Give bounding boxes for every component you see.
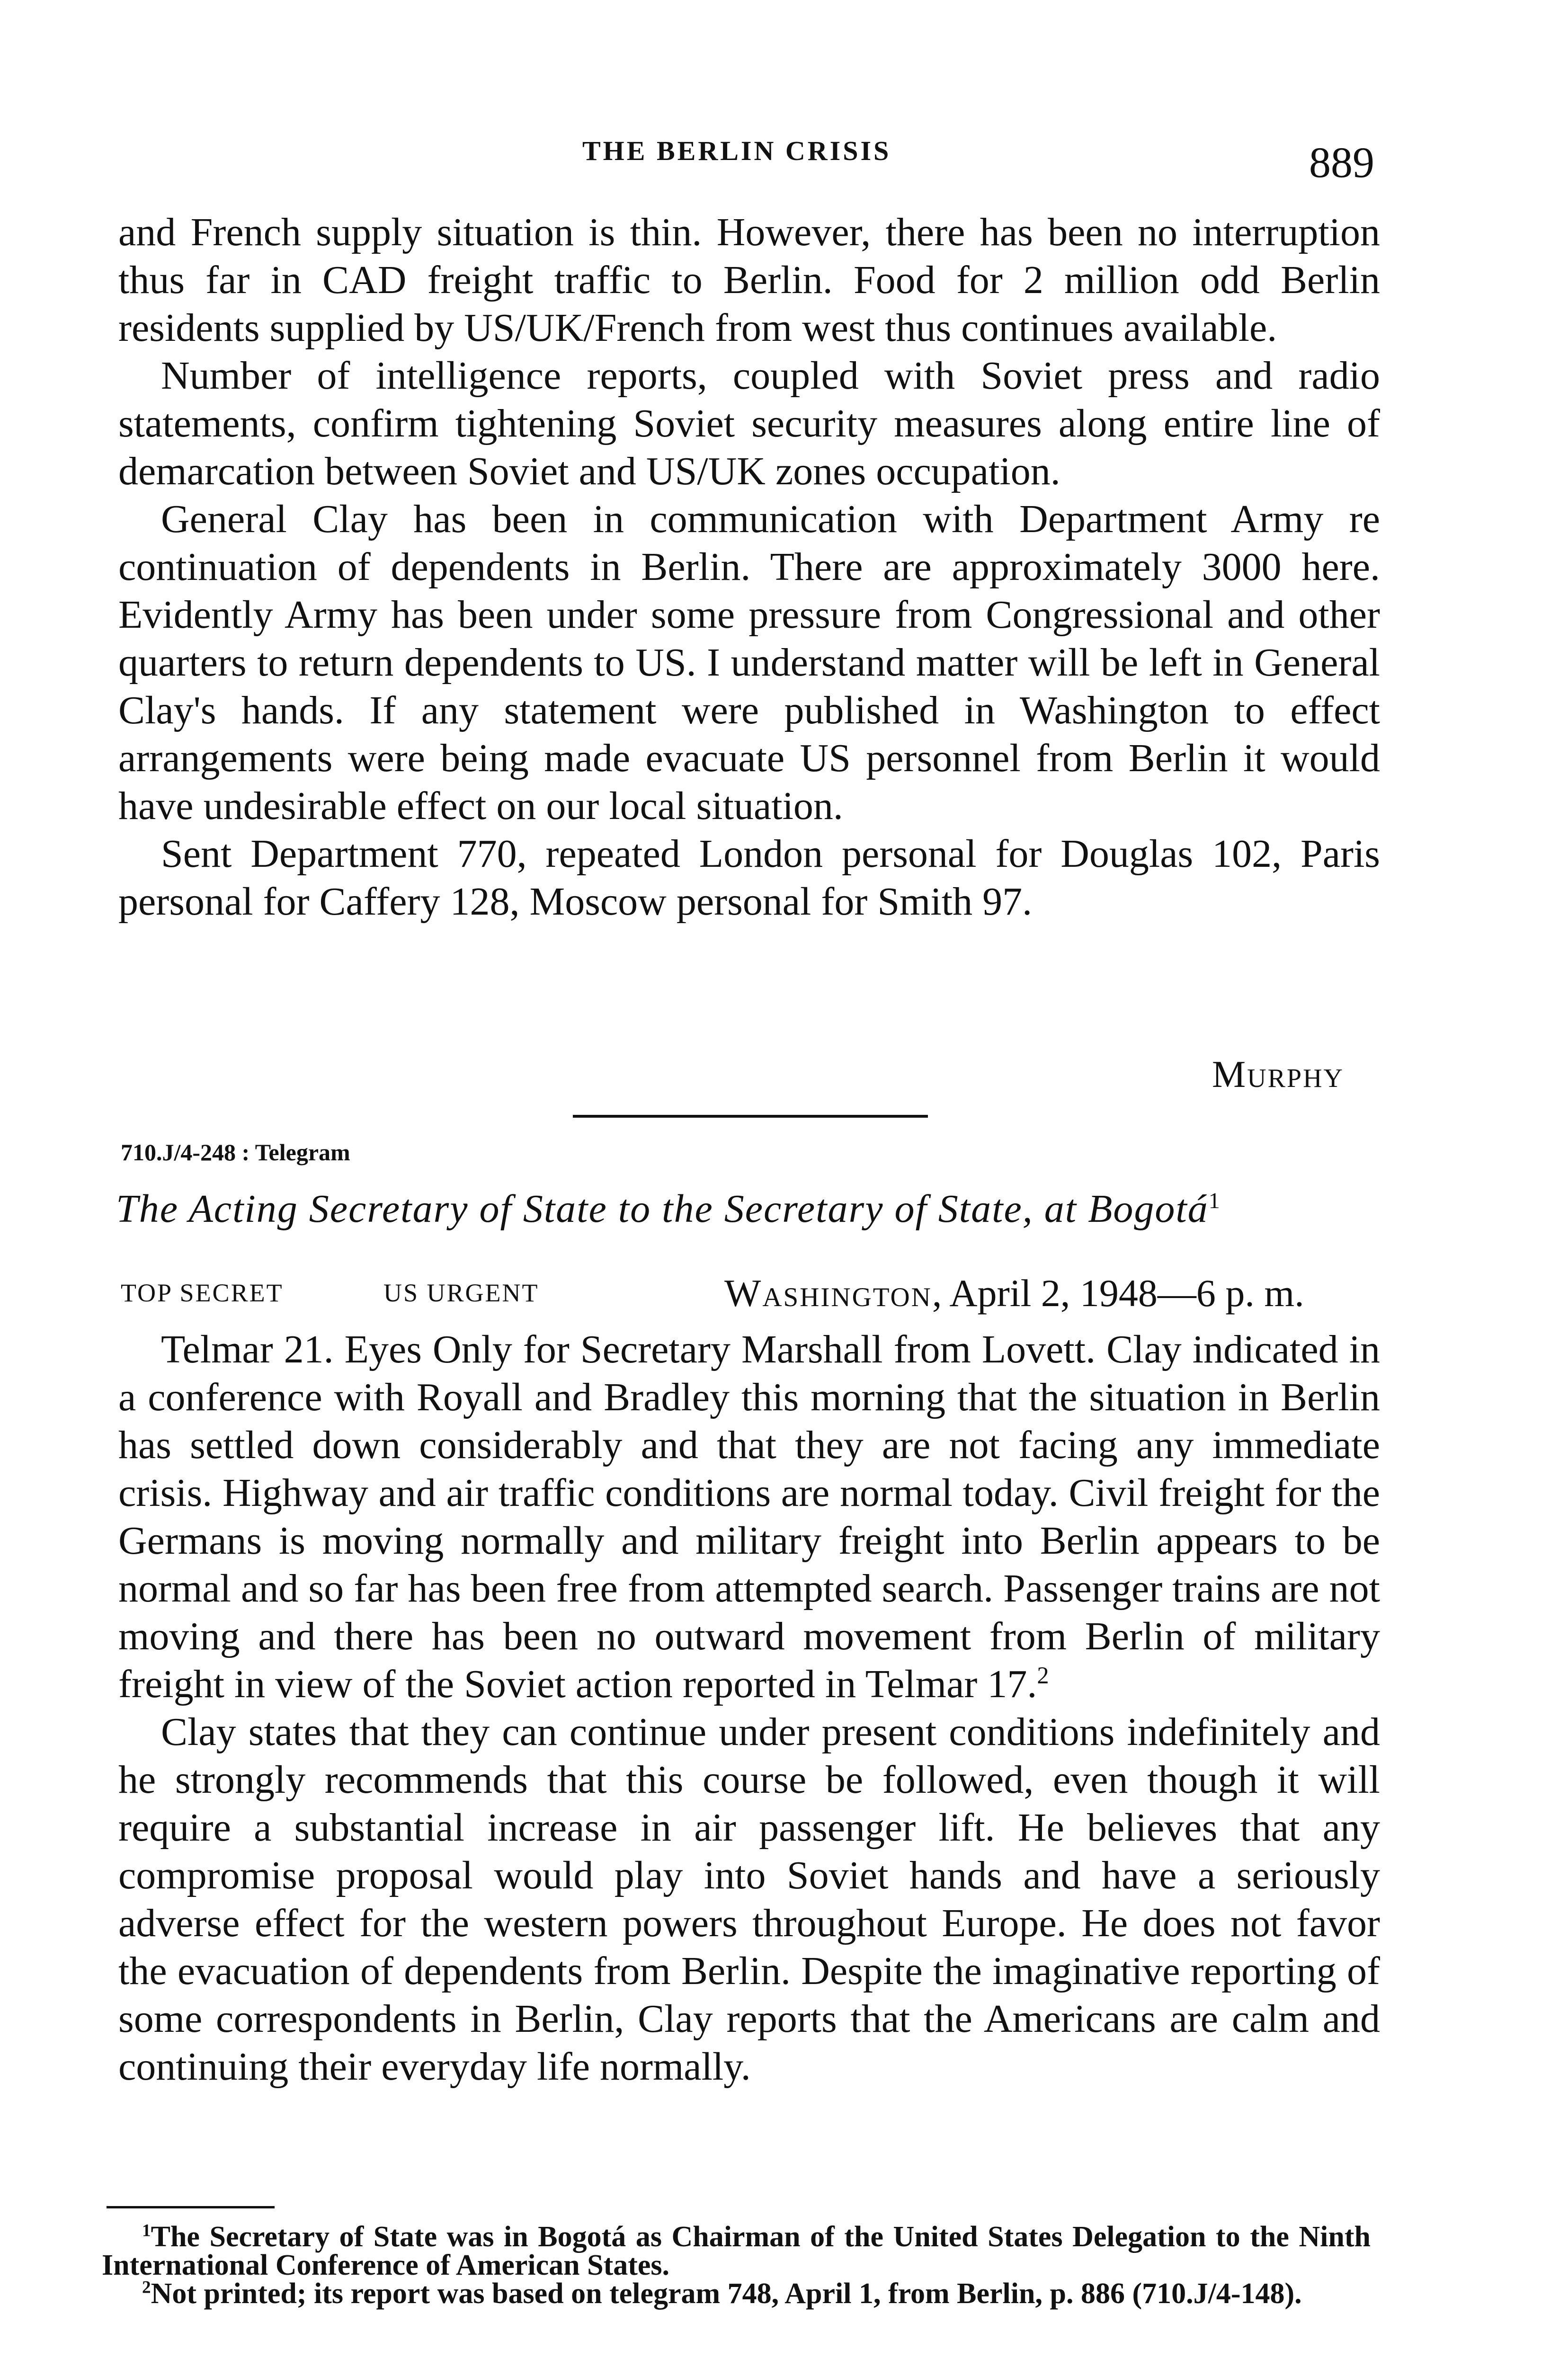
urgency-label: US URGENT bbox=[383, 1279, 539, 1307]
signature: Murphy bbox=[1212, 1054, 1344, 1095]
telegram-text bbox=[118, 1326, 1380, 2091]
paragraph: Clay states that they can continue under present conditions indefinitely and he strongly recommends that this course be followed, even though it will require a substantial increase in air passenger lift. He believes that any compromise proposal would play into Soviet hands and have a seriously adverse effect for the western powers throughout Europe. He does not favor the evacuation of dependents from Berlin. Despite the imaginative reporting of some correspondents in Berlin, Clay reports that the Americans are calm and continuing their everyday life normally. bbox=[118, 1710, 1380, 2089]
dateline bbox=[724, 1271, 1304, 1316]
footnote-marker: 2 bbox=[1037, 1662, 1049, 1689]
footnote bbox=[102, 2223, 1371, 2279]
footnote-text: Not printed; its report was based on telegram 748, April 1, from Berlin, p. 886 (710.J/4-148). bbox=[151, 2278, 1302, 2310]
footnote-mark: 2 bbox=[142, 2278, 151, 2297]
footnote-text: The Secretary of State was in Bogotá as Chairman of the United States Delegation to the Ninth International Conference of American States. bbox=[102, 2221, 1371, 2281]
footnote-divider bbox=[107, 2206, 275, 2208]
paragraph: General Clay has been in communication with Department Army re continuation of dependents in Berlin. There are approximately 3000 here. Evidently Army has been under some pressure from Congressional and other quarters to return dependents to US. I understand matter will be left in General Clay's hands. If any statement were published in Washington to effect arrangements were being made evacuate US personnel from Berlin it would have undesirable effect on our local situation. bbox=[118, 497, 1380, 828]
dateline-date: , April 2, 1948—6 p. m. bbox=[932, 1272, 1304, 1315]
section-divider bbox=[573, 1115, 928, 1118]
continuation-text bbox=[118, 208, 1380, 925]
document-title bbox=[116, 1186, 1394, 1232]
paragraph-text: Telmar 21. Eyes Only for Secretary Marshall from Lovett. Clay indicated in a conference with Royall and Bradley this morning that the situation in Berlin has settled down considerably and that they are not facing any immediate crisis. Highway and air traffic conditions are normal today. Civil freight for the Germans is moving normally and military freight into Berlin appears to be normal and so far has been free from attempted search. Passenger trains are not moving and there has been no outward movement from Berlin of military freight in view of the Soviet action reported in Telmar 17. bbox=[118, 1327, 1380, 1706]
footnote-mark: 1 bbox=[142, 2221, 151, 2241]
paragraph: and French supply situation is thin. However, there has been no interruption thus far in CAD freight traffic to Berlin. Food for 2 million odd Berlin residents supplied by US/UK/French from west thus continues available. bbox=[118, 210, 1380, 350]
page-number: 889 bbox=[1309, 138, 1374, 187]
footnote-marker: 1 bbox=[1208, 1188, 1221, 1213]
footnote bbox=[102, 2279, 1371, 2308]
paragraph: Number of intelligence reports, coupled with Soviet press and radio statements, confirm tightening Soviet security measures along entire line of demarcation between Soviet and US/UK zones occupation. bbox=[118, 354, 1380, 493]
paragraph bbox=[118, 1326, 1380, 1708]
file-reference: 710.J/4-248 : Telegram bbox=[121, 1139, 350, 1166]
paragraph: Sent Department 770, repeated London personal for Douglas 102, Paris personal for Caffery 128, Moscow personal for Smith 97. bbox=[118, 832, 1380, 924]
classification-label: TOP SECRET bbox=[121, 1279, 284, 1307]
dateline-place: Washington bbox=[724, 1272, 932, 1315]
running-head: THE BERLIN CRISIS bbox=[582, 135, 891, 166]
document-title-text: The Acting Secretary of State to the Secretary of State, at Bogotá bbox=[116, 1187, 1209, 1231]
footnotes bbox=[102, 2223, 1371, 2308]
